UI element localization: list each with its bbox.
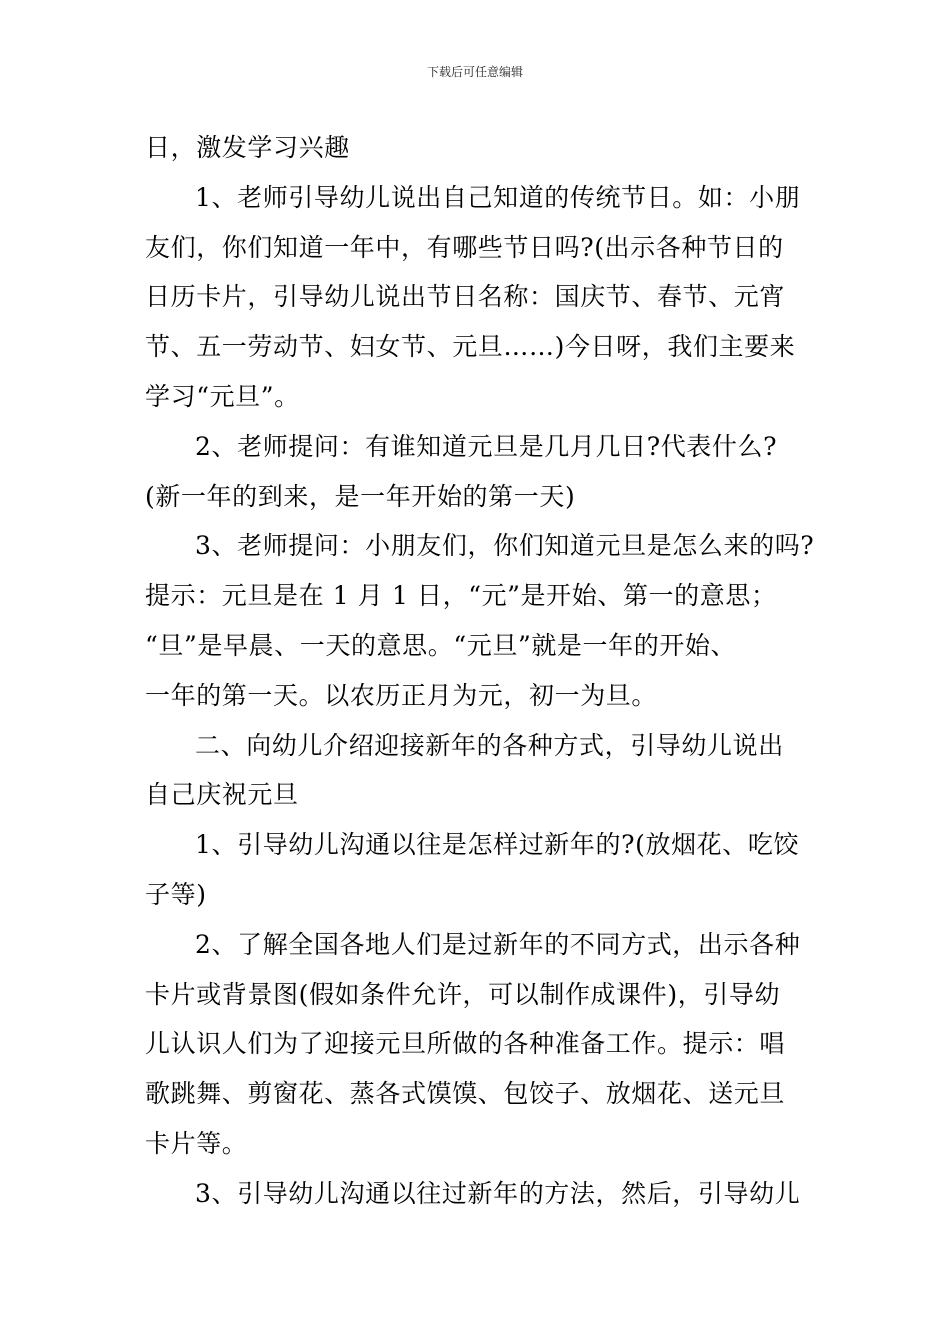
text-line: 一年的第一天。以农历正月为元，初一为旦。 [145,680,658,710]
text-line: 1、引导幼儿沟通以往是怎样过新年的?(放烟花、吃饺 [195,830,800,860]
text-line: 学习“元旦”。 [145,381,300,411]
text-line: 2、老师提问：有谁知道元旦是几月几日?代表什么? [195,431,778,461]
text-line: 友们，你们知道一年中，有哪些节日吗?(出示各种节日的 [145,232,784,262]
text-line: 自己庆祝元旦 [145,780,299,810]
text-line: 卡片或背景图(假如条件允许，可以制作成课件)，引导幼 [145,979,781,1009]
text-line: 3、老师提问：小朋友们，你们知道元旦是怎么来的吗? [195,531,815,561]
text-line: 卡片等。 [145,1128,248,1158]
text-line: 节、五一劳动节、妇女节、元旦……)今日呀，我们主要来 [145,332,796,362]
text-line: 儿认识人们为了迎接元旦所做的各种准备工作。提示：唱 [145,1029,786,1059]
text-line: 1、老师引导幼儿说出自己知道的传统节日。如：小朋 [195,182,801,212]
text-line: 日历卡片，引导幼儿说出节日名称：国庆节、春节、元宵 [145,282,786,312]
text-line: 日，激发学习兴趣 [145,133,350,162]
text-line: “旦”是早晨、一天的意思。“元旦”就是一年的开始、 [145,630,737,660]
text-line: 二、向幼儿介绍迎接新年的各种方式，引导幼儿说出 [195,730,784,760]
text-line: 2、了解全国各地人们是过新年的不同方式，出示各种 [195,929,801,959]
text-line: 歌跳舞、剪窗花、蒸各式馍馍、包饺子、放烟花、送元旦 [145,1079,786,1109]
text-line: (新一年的到来，是一年开始的第一天) [145,481,576,511]
text-line: 提示：元旦是在 1 月 1 日，“元”是开始、第一的意思； [145,581,777,611]
document-body [145,123,845,1219]
text-line: 3、引导幼儿沟通以往过新年的方法，然后，引导幼儿 [195,1178,801,1208]
text-line: 子等) [145,879,207,909]
page-header: 下载后可任意编辑 [426,65,523,79]
